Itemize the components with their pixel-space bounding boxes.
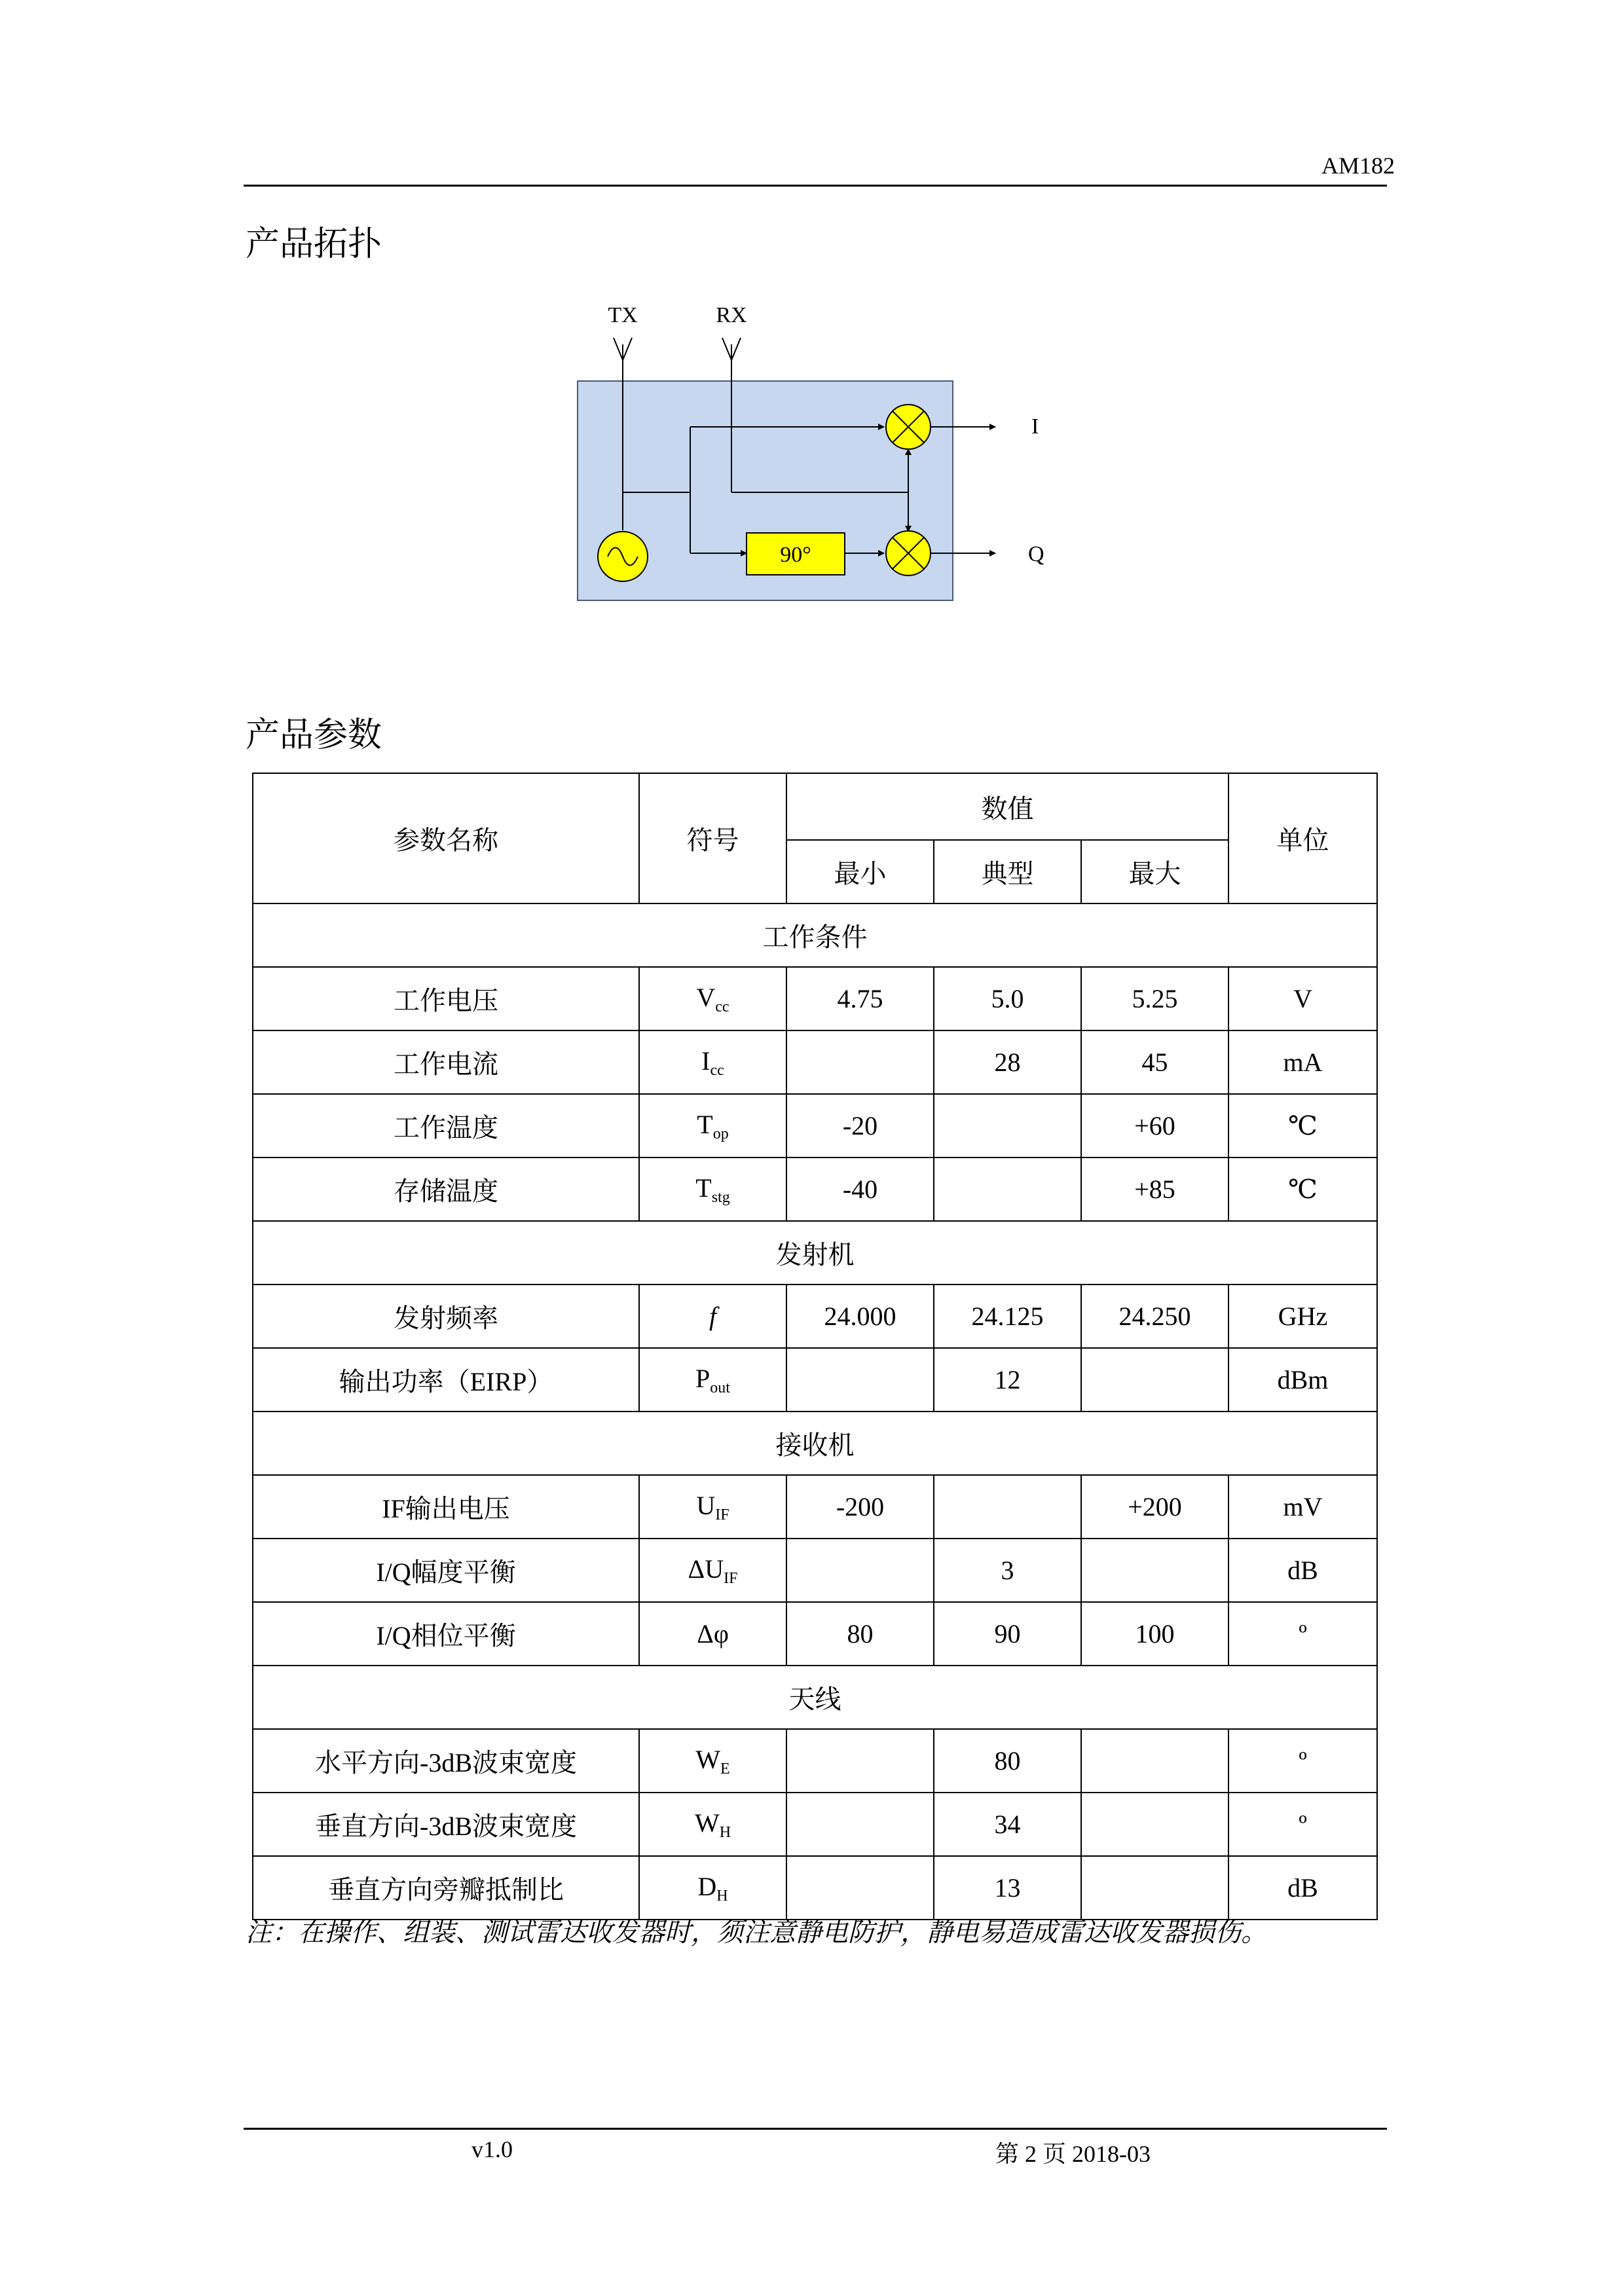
footer-page: 第 2 页 2018-03 <box>995 2141 1151 2167</box>
symbol-main: Δφ <box>697 1619 729 1649</box>
param-symbol <box>639 1094 786 1157</box>
symbol-subscript: cc <box>715 998 729 1015</box>
symbol-subscript: out <box>710 1379 730 1396</box>
param-unit: º <box>1228 1729 1377 1793</box>
value-min <box>786 1348 934 1412</box>
head-min: 最小 <box>786 840 934 903</box>
value-typ: 12 <box>934 1348 1081 1412</box>
value-max: 100 <box>1081 1602 1228 1666</box>
head-value: 数值 <box>786 773 1228 840</box>
symbol-subscript: IF <box>724 1569 738 1587</box>
param-symbol <box>639 1539 786 1602</box>
value-min <box>786 1793 934 1856</box>
value-max: +200 <box>1081 1475 1228 1539</box>
param-name: 存储温度 <box>253 1157 639 1221</box>
value-max: 45 <box>1081 1030 1228 1094</box>
symbol-main: P <box>695 1363 710 1393</box>
value-max: 24.250 <box>1081 1285 1228 1348</box>
value-max: +60 <box>1081 1094 1228 1157</box>
symbol-subscript: cc <box>710 1061 724 1079</box>
table-row <box>253 1729 1377 1793</box>
value-min <box>786 1856 934 1920</box>
group-title: 接收机 <box>253 1412 1377 1475</box>
value-typ <box>934 1157 1081 1221</box>
value-max: +85 <box>1081 1157 1228 1221</box>
param-name: 水平方向-3dB波束宽度 <box>253 1729 639 1793</box>
table-row <box>253 1348 1377 1412</box>
symbol-main: D <box>697 1871 717 1901</box>
param-name: I/Q相位平衡 <box>253 1602 639 1666</box>
table-row <box>253 1539 1377 1602</box>
symbol-main: f <box>709 1302 717 1331</box>
param-symbol <box>639 1157 786 1221</box>
value-max: 5.25 <box>1081 967 1228 1030</box>
param-symbol <box>639 1475 786 1539</box>
value-max <box>1081 1539 1228 1602</box>
value-typ: 90 <box>934 1602 1081 1666</box>
param-unit: GHz <box>1228 1285 1377 1348</box>
footer-rule <box>244 2128 1387 2130</box>
mixer-i-icon <box>886 405 931 449</box>
footer-version: v1.0 <box>471 2136 513 2162</box>
value-min: -40 <box>786 1157 934 1221</box>
symbol-main: ΔU <box>688 1554 724 1584</box>
tx-label: TX <box>608 303 638 327</box>
mixer-q-icon <box>886 531 931 575</box>
phase-label: 90° <box>780 543 811 567</box>
rx-label: RX <box>716 303 747 327</box>
value-typ <box>934 1094 1081 1157</box>
topology-title: 产品拓扑 <box>246 225 382 264</box>
param-name: IF输出电压 <box>253 1475 639 1539</box>
param-symbol <box>639 1285 786 1348</box>
param-unit: º <box>1228 1602 1377 1666</box>
param-unit: dB <box>1228 1856 1377 1920</box>
value-min: -20 <box>786 1094 934 1157</box>
value-typ: 3 <box>934 1539 1081 1602</box>
table-row <box>253 1475 1377 1539</box>
params-title: 产品参数 <box>246 716 382 755</box>
symbol-main: I <box>701 1046 710 1076</box>
param-name: 工作电压 <box>253 967 639 1030</box>
table-row <box>253 1094 1377 1157</box>
table-row <box>253 1856 1377 1920</box>
value-min: 4.75 <box>786 967 934 1030</box>
param-symbol <box>639 1030 786 1094</box>
table-row <box>253 1602 1377 1666</box>
value-min: 24.000 <box>786 1285 934 1348</box>
value-min <box>786 1729 934 1793</box>
param-unit: mA <box>1228 1030 1377 1094</box>
table-row <box>253 1030 1377 1094</box>
value-max <box>1081 1793 1228 1856</box>
param-name: 工作温度 <box>253 1094 639 1157</box>
head-unit: 单位 <box>1228 773 1377 903</box>
head-typ: 典型 <box>934 840 1081 903</box>
symbol-main: U <box>696 1490 716 1520</box>
topology-diagram <box>0 0 1624 655</box>
value-max <box>1081 1856 1228 1920</box>
param-symbol <box>639 1793 786 1856</box>
head-max: 最大 <box>1081 840 1228 903</box>
symbol-main: T <box>697 1109 713 1139</box>
symbol-subscript: IF <box>715 1506 729 1523</box>
table-row <box>253 1285 1377 1348</box>
value-typ: 80 <box>934 1729 1081 1793</box>
param-unit: º <box>1228 1793 1377 1856</box>
symbol-subscript: E <box>720 1760 730 1777</box>
value-min: -200 <box>786 1475 934 1539</box>
param-unit: dB <box>1228 1539 1377 1602</box>
param-name: I/Q幅度平衡 <box>253 1539 639 1602</box>
value-min <box>786 1030 934 1094</box>
param-unit: ℃ <box>1228 1094 1377 1157</box>
symbol-main: W <box>695 1744 721 1774</box>
value-typ: 13 <box>934 1856 1081 1920</box>
symbol-subscript: op <box>712 1125 729 1142</box>
param-symbol <box>639 1602 786 1666</box>
value-typ: 24.125 <box>934 1285 1081 1348</box>
param-name: 工作电流 <box>253 1030 639 1094</box>
param-unit: mV <box>1228 1475 1377 1539</box>
param-name: 垂直方向-3dB波束宽度 <box>253 1793 639 1856</box>
param-symbol <box>639 967 786 1030</box>
group-title: 发射机 <box>253 1221 1377 1285</box>
symbol-main: T <box>695 1173 712 1203</box>
table-row <box>253 1793 1377 1856</box>
symbol-subscript: H <box>716 1887 728 1904</box>
value-typ: 34 <box>934 1793 1081 1856</box>
symbol-main: V <box>696 982 716 1012</box>
value-typ: 5.0 <box>934 967 1081 1030</box>
value-max <box>1081 1348 1228 1412</box>
head-name: 参数名称 <box>253 773 639 903</box>
param-symbol <box>639 1856 786 1920</box>
table-row <box>253 1157 1377 1221</box>
param-unit: dBm <box>1228 1348 1377 1412</box>
output-i-label: I <box>1031 414 1039 439</box>
group-title: 工作条件 <box>253 903 1377 967</box>
symbol-main: W <box>694 1808 720 1838</box>
esd-note: 注：在操作、组装、测试雷达收发器时，须注意静电防护，静电易造成雷达收发器损伤。 <box>246 1918 1267 1947</box>
symbol-subscript: stg <box>711 1188 730 1206</box>
value-typ <box>934 1475 1081 1539</box>
value-max <box>1081 1729 1228 1793</box>
param-symbol <box>639 1729 786 1793</box>
param-name: 发射频率 <box>253 1285 639 1348</box>
params-table <box>252 773 1378 1920</box>
value-min <box>786 1539 934 1602</box>
output-q-label: Q <box>1028 542 1044 566</box>
param-name: 垂直方向旁瓣抵制比 <box>253 1856 639 1920</box>
param-name: 输出功率（EIRP） <box>253 1348 639 1412</box>
header-model: AM182 <box>1321 153 1395 179</box>
value-typ: 28 <box>934 1030 1081 1094</box>
symbol-subscript: H <box>719 1823 731 1841</box>
group-title: 天线 <box>253 1666 1377 1729</box>
param-symbol <box>639 1348 786 1412</box>
param-unit: ℃ <box>1228 1157 1377 1221</box>
table-row <box>253 967 1377 1030</box>
head-symbol: 符号 <box>639 773 786 903</box>
value-min: 80 <box>786 1602 934 1666</box>
param-unit: V <box>1228 967 1377 1030</box>
